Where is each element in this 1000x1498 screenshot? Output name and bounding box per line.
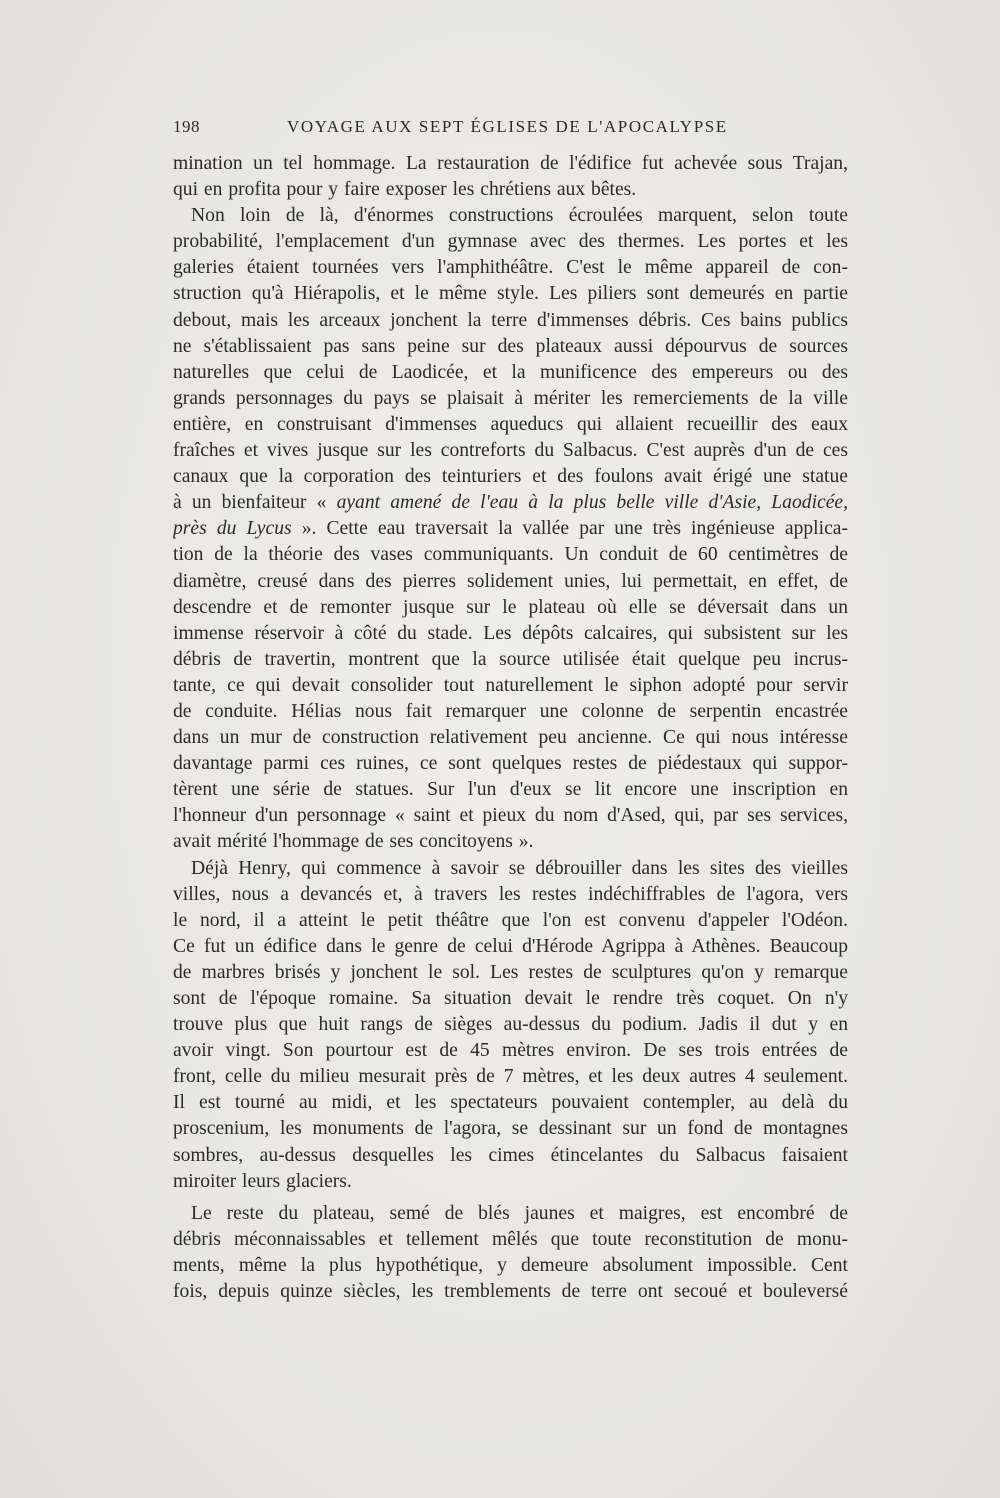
text-line: débris méconnaissables et tellement mêlés que toute reconstitution de monu- [173,1228,848,1250]
text-line: trouve plus que huit rangs de sièges au-dessus du podium. Jadis il dut y en [173,1014,848,1036]
text-line: descendre et de remonter jusque sur le plateau où elle se déversait dans un [173,596,848,618]
quote-lead: à un bienfaiteur « [173,492,337,514]
text-line: tante, ce qui devait consolider tout naturellement le siphon adopté pour servir [173,674,848,696]
text-line: fraîches et vives jusque sur les contreforts du Salbacus. C'est auprès d'un de ces [173,440,848,462]
text-line: qui en profita pour y faire exposer les chrétiens aux bêtes. [173,179,637,201]
text-line: ments, même la plus hypothétique, y demeure absolument impossible. Cent [173,1254,848,1276]
page-number: 198 [173,117,200,136]
text-line: entière, en construisant d'immenses aqueducs qui allaient recueillir des eaux [173,413,848,435]
paragraph-3 [173,856,848,1195]
text-line: davantage parmi ces ruines, ce sont quelques restes de piédestaux qui suppor- [173,753,848,775]
text-line: Il est tourné au midi, et les spectateurs pouvaient contempler, au delà du [173,1092,848,1114]
paragraph-1 [173,151,848,203]
text-line: Ce fut un édifice dans le genre de celui d'Hérode Agrippa à Athènes. Beaucoup [173,935,848,957]
text-line: avait mérité l'hommage de ses concitoyens ». [173,831,534,853]
text-line-quote [173,490,848,516]
quote-tail: ». Cette eau traversait la vallée par une très ingénieuse applica- [291,518,848,540]
text-line: Le reste du plateau, semé de blés jaunes et maigres, est encombré de [191,1202,848,1224]
text-line: miroiter leurs glaciers. [173,1170,352,1192]
text-line: l'honneur d'un personnage « saint et pieux du nom d'Ased, qui, par ses services, [173,805,848,827]
text-line: avoir vingt. Son pourtour est de 45 mètres environ. De ses trois entrées de [173,1040,848,1062]
text-line: immense réservoir à côté du stade. Les dépôts calcaires, qui subsistent sur les [173,622,848,644]
body-text [173,151,848,1305]
text-line: sont de l'époque romaine. Sa situation devait le rendre très coquet. On n'y [173,988,848,1009]
text-line: tion de la théorie des vases communiquants. Un conduit de 60 centimètres de [173,544,848,566]
text-line: mination un tel hommage. La restauration de l'édifice fut achevée sous Trajan, [173,153,848,174]
paragraph-2 [173,203,848,855]
quote-italic: ayant amené de l'eau à la plus belle ville d'Asie, Laodicée, [336,492,848,514]
text-line: diamètre, creusé dans des pierres solidement unies, lui permettait, en effet, de [173,570,848,592]
text-line: fois, depuis quinze siècles, les tremblements de terre ont secoué et bouleversé [173,1281,848,1303]
text-line: Déjà Henry, qui commence à savoir se débrouiller dans les sites des vieilles [191,857,848,879]
text-line: sombres, au-dessus desquelles les cimes étincelantes du Salbacus faisaient [173,1144,848,1166]
text-line: naturelles que celui de Laodicée, et la munificence des empereurs ou des [173,361,848,383]
text-line: débris de travertin, montrent que la source utilisée était quelque peu incrus- [173,648,848,670]
text-line: tèrent une série de statues. Sur l'un d'eux se lit encore une inscription en [173,779,848,801]
text-line: Non loin de là, d'énormes constructions écroulées marquent, selon toute [191,205,848,227]
text-line: grands personnages du pays se plaisait à mériter les remerciements de la ville [173,387,848,409]
text-line: galeries étaient tournées vers l'amphithéâtre. C'est le même appareil de con- [173,257,848,279]
text-line-quote [173,516,848,542]
text-line: dans un mur de construction relativement peu ancienne. Ce qui nous intéresse [173,727,848,749]
text-line: villes, nous a devancés et, à travers les restes indéchiffrables de l'agora, vers [173,883,848,905]
quote-italic: près du Lycus [173,518,292,540]
text-line: proscenium, les monuments de l'agora, se dessinant sur un fond de montagnes [173,1118,848,1140]
running-head [173,117,848,141]
text-line: canaux que la corporation des teinturiers et des foulons avait érigé une statue [173,466,848,488]
text-line: le nord, il a atteint le petit théâtre que l'on est convenu d'appeler l'Odéon. [173,909,848,931]
text-line: struction qu'à Hiérapolis, et le même style. Les piliers sont demeurés en partie [173,283,848,305]
text-line: de conduite. Hélias nous fait remarquer une colonne de serpentin encastrée [173,700,848,722]
text-line: ne s'établissaient pas sans peine sur des plateaux aussi dépourvus de sources [173,335,848,357]
running-title: VOYAGE AUX SEPT ÉGLISES DE L'APOCALYPSE [287,117,728,136]
text-line: probabilité, l'emplacement d'un gymnase avec des thermes. Les portes et les [173,231,848,253]
text-line: front, celle du milieu mesurait près de 7 mètres, et les deux autres 4 seulement. [173,1066,848,1088]
text-line: debout, mais les arceaux jonchent la terre d'immenses débris. Ces bains publics [173,309,848,331]
text-line: de marbres brisés y jonchent le sol. Les restes de sculptures qu'on y remarque [173,961,848,983]
paragraph-4 [173,1201,848,1305]
